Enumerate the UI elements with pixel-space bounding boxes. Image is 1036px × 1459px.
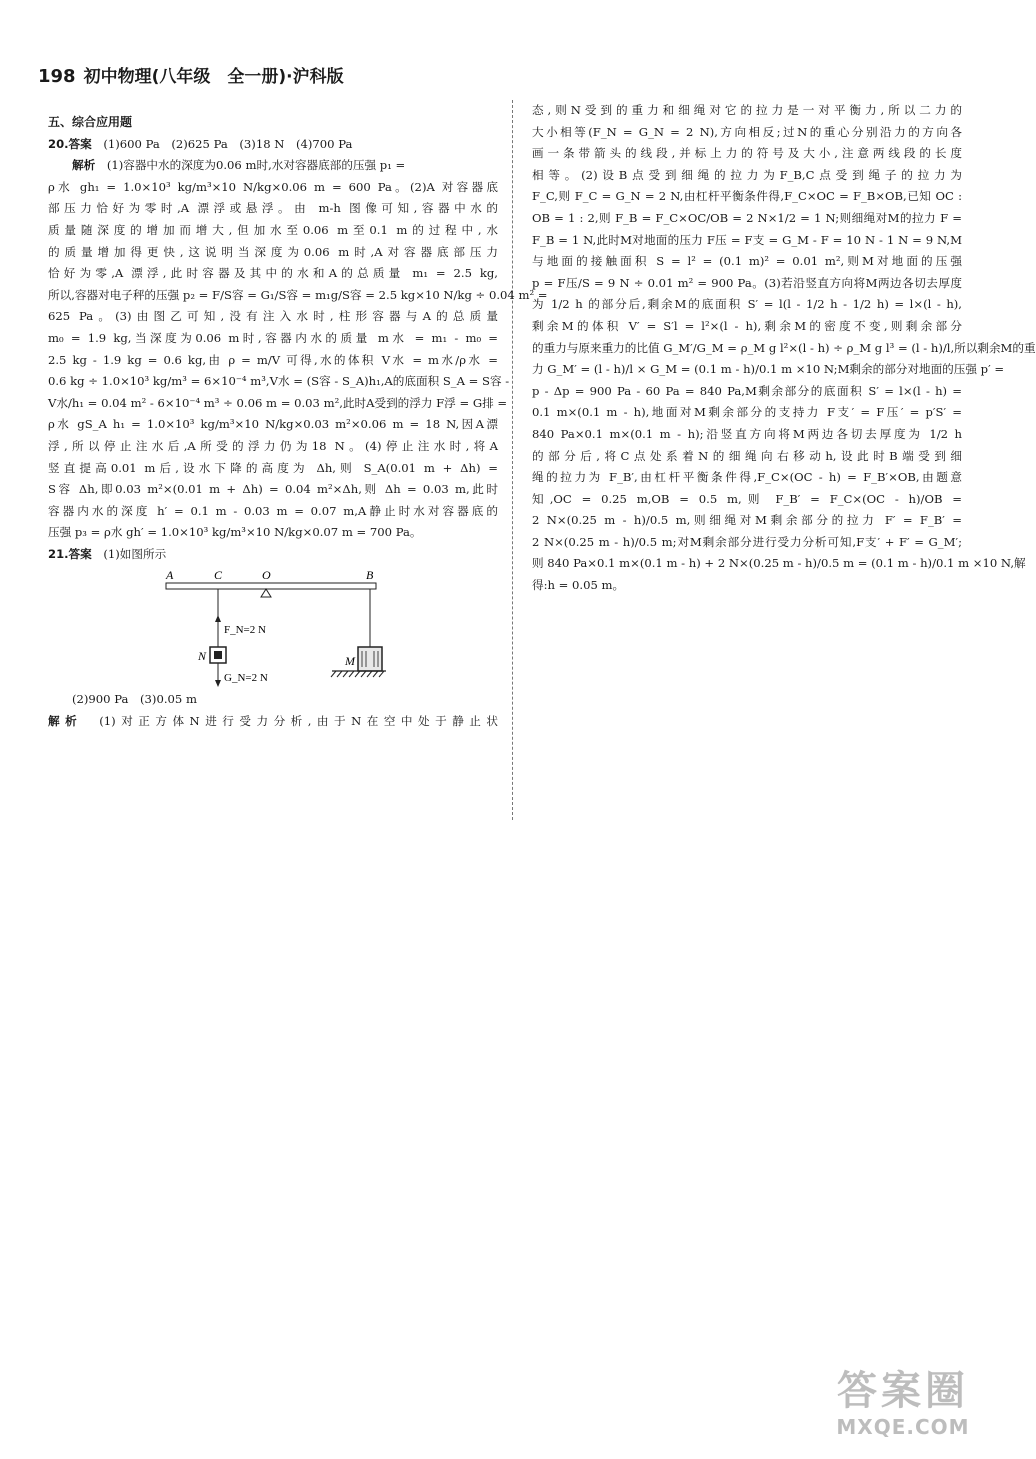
question-number: 20. (48, 136, 69, 151)
question-label: 答案 (68, 136, 92, 151)
label-n: N (198, 649, 207, 664)
text-line: ρ水 gh₁ = 1.0×10³ kg/m³×10 N/kg×0.06 m = 600 Pa。(2)A 对容器底 (48, 179, 498, 194)
text-line: F_B = 1 N,此时M对地面的压力 F压 = F支 = G_M - F = 10 N - 1 N = 9 N,M (532, 232, 962, 247)
text-line: p = F压/S = 9 N ÷ 0.01 m² = 900 Pa。(3)若沿竖直方向将M两边各切去厚度 (532, 275, 962, 290)
text-line: 知,OC = 0.25 m,OB = 0.5 m,则 F_B′ = F_C×(OC - h)/OB = (532, 491, 962, 506)
text-line: 大小相等(F_N = G_N = 2 N),方向相反;过N的重心分别沿力的方向各 (532, 124, 962, 139)
text-line: 压强 p₃ = ρ水 gh′ = 1.0×10³ kg/m³×10 N/kg×0.07 m = 700 Pa。 (48, 525, 422, 540)
answer-rest: (2)900 Pa (3)0.05 m (72, 692, 197, 707)
question-number: 21. (48, 546, 69, 561)
text-line: 力 G_M′ = (l - h)/l × G_M = (0.1 m - h)/0.1 m ×10 N;M剩余的部分对地面的压强 p′ = (532, 362, 1005, 377)
label-c: C (214, 568, 223, 583)
left-column (48, 112, 548, 733)
text-line: ρ水 gS_A h₁ = 1.0×10³ kg/m³×10 N/kg×0.03 m²×0.06 m = 18 N,因A漂 (48, 417, 498, 432)
analysis-label: 解析 (48, 714, 83, 729)
text-line: 画一条带箭头的线段,并标上力的符号及大小,注意两线段的长度 (532, 146, 962, 161)
text-line: 竖直提高0.01 m后,设水下降的高度为 Δh,则 S_A(0.01 m + Δh) = (48, 460, 498, 475)
right-text-block (532, 100, 1036, 597)
text-line: OB = 1 : 2,则 F_B = F_C×OC/OB = 2 N×1/2 = 1 N;则细绳对M的拉力 F = (532, 210, 962, 225)
text-line: 840 Pa×0.1 m×(0.1 m - h);沿竖直方向将M两边各切去厚度为 1/2 h (532, 426, 962, 441)
analysis-start: 解析 (1)对正方体N进行受力分析,由于N在空中处于静止状 (48, 714, 498, 729)
text-line: 的质量增加得更快,这说明当深度为0.06 m时,A对容器底部压力 (48, 244, 498, 259)
text-line: 2 N×(0.25 m - h)/0.5 m;对M剩余部分进行受力分析可知,F支′ + F′ = G_M′; (532, 534, 962, 549)
left-text-block (48, 112, 548, 565)
question-text: (1)600 Pa (2)625 Pa (3)18 N (4)700 Pa (103, 136, 353, 151)
lever-bar (166, 583, 376, 589)
section-heading: 五、综合应用题 (48, 115, 133, 129)
question-line (48, 544, 498, 566)
page-header (38, 62, 344, 87)
text-line: 0.6 kg ÷ 1.0×10³ kg/m³ = 6×10⁻⁴ m³,V水 = (S容 - S_A)h₁,A的底面积 S_A = S容 - (48, 374, 510, 389)
text-line: 部压力恰好为零时,A 漂浮或悬浮。由 m-h 图像可知,容器中水的 (48, 201, 498, 216)
arrow-head-up-icon (215, 615, 221, 622)
book-title: 初中物理(八年级 全一册)·沪科版 (83, 67, 344, 87)
label-a: A (166, 568, 174, 583)
text-line: 容器内水的深度 h′ = 0.1 m - 0.03 m = 0.07 m,A静止时水对容器底的 (48, 503, 498, 518)
text-line: p - Δp = 900 Pa - 60 Pa = 840 Pa,M剩余部分的底面积 S′ = l×(l - h) = (532, 383, 962, 398)
label-b: B (366, 568, 374, 583)
text-line: 态,则N受到的重力和细绳对它的拉力是一对平衡力,所以二力的 (532, 103, 962, 117)
text-line: 得:h = 0.05 m。 (532, 578, 625, 593)
right-column (532, 100, 1036, 597)
text-line: S容 Δh,即0.03 m²×(0.01 m + Δh) = 0.04 m²×Δh,则 Δh = 0.03 m,此时 (48, 482, 498, 497)
text-line: 为 1/2 h 的部分后,剩余M的底面积 S′ = l(l - 1/2 h - 1/2 h) = l×(l - h), (532, 297, 962, 312)
text-line: F_C,则 F_C = G_N = 2 N,由杠杆平衡条件得,F_C×OC = F_B×OB,已知 OC : (532, 189, 962, 204)
question-text: (1)如图所示 (103, 546, 167, 561)
text-line: 625 Pa。(3)由图乙可知,没有注入水时,柱形容器与A的总质量 (48, 309, 498, 324)
text-line: 绳的拉力为 F_B′,由杠杆平衡条件得,F_C×(OC - h) = F_B′×OB,由题意 (532, 470, 962, 485)
text-line: 与地面的接触面积 S = l² = (0.1 m)² = 0.01 m²,则M对地面的压强 (532, 254, 962, 269)
text-line: 浮,所以停止注水后,A所受的浮力仍为18 N。(4)停止注水时,将A (48, 438, 498, 453)
arrow-head-down-icon (215, 680, 221, 687)
force-up-label: F_N=2 N (224, 624, 266, 637)
watermark-url: MXQE.COM (836, 1415, 970, 1439)
text-line: 剩余M的体积 V′ = S′l = l²×(l - h),剩余M的密度不变,则剩余部分 (532, 318, 962, 333)
lever-diagram (48, 567, 388, 687)
ground-hatch (331, 671, 384, 677)
column-divider (512, 100, 513, 820)
force-down-label: G_N=2 N (224, 672, 268, 685)
text-line: 恰好为零,A 漂浮,此时容器及其中的水和A的总质量 m₁ = 2.5 kg, (48, 266, 498, 281)
text-line: V水/h₁ = 0.04 m² - 6×10⁻⁴ m³ ÷ 0.06 m = 0.03 m²,此时A受到的浮力 F浮 = G排 = (48, 395, 508, 410)
text-line: 的部分后,将C点处系着N的细绳向右移动h,设此时B端受到细 (532, 448, 962, 463)
question-label: 解析 (72, 158, 96, 173)
label-o: O (262, 568, 271, 583)
question-text: (1)容器中水的深度为0.06 m时,水对容器底部的压强 p₁ = (106, 158, 406, 173)
text-line: 则 840 Pa×0.1 m×(0.1 m - h) + 2 N×(0.25 m - h)/0.5 m = (0.1 m - h)/0.1 m ×10 N,解 (532, 556, 1026, 571)
pivot-icon (261, 589, 271, 597)
watermark-title: 答案圈 (837, 1368, 969, 1414)
text-line: 质量随深度的增加而增大,但加水至0.06 m至0.1 m的过程中,水 (48, 222, 498, 237)
text-line: 2 N×(0.25 m - h)/0.5 m,则细绳对M剩余部分的拉力 F′ = F_B′ = (532, 513, 962, 528)
question-line (48, 155, 498, 177)
page-number: 198 (38, 66, 76, 87)
text-line: 2.5 kg - 1.9 kg = 0.6 kg,由 ρ = m/V 可得,水的体积 V水 = m水/ρ水 = (48, 352, 498, 367)
text-line: 所以,容器对电子秤的压强 p₂ = F/S容 = G₁/S容 = m₁g/S容 = 2.5 kg×10 N/kg ÷ 0.04 m² = (48, 287, 548, 302)
question-label: 答案 (68, 546, 92, 561)
text-line: 0.1 m×(0.1 m - h),地面对M剩余部分的支持力 F支′ = F压′ = p′S′ = (532, 405, 962, 420)
text-line: m₀ = 1.9 kg,当深度为0.06 m时,容器内水的质量 m水 = m₁ - m₀ = (48, 330, 498, 345)
label-m: M (345, 654, 355, 669)
text-line: 相等。(2)设B点受到细绳的拉力为F_B,C点受到绳子的拉力为 (532, 167, 962, 182)
block-n-core (214, 651, 222, 659)
question-line (48, 134, 498, 156)
watermark-logo (818, 1367, 988, 1447)
text-line: 的重力与原来重力的比值 G_M′/G_M = ρ_M g l²×(l - h) ÷ ρ_M g l³ = (l - h)/l,所以剩余M的重 (532, 340, 1036, 355)
